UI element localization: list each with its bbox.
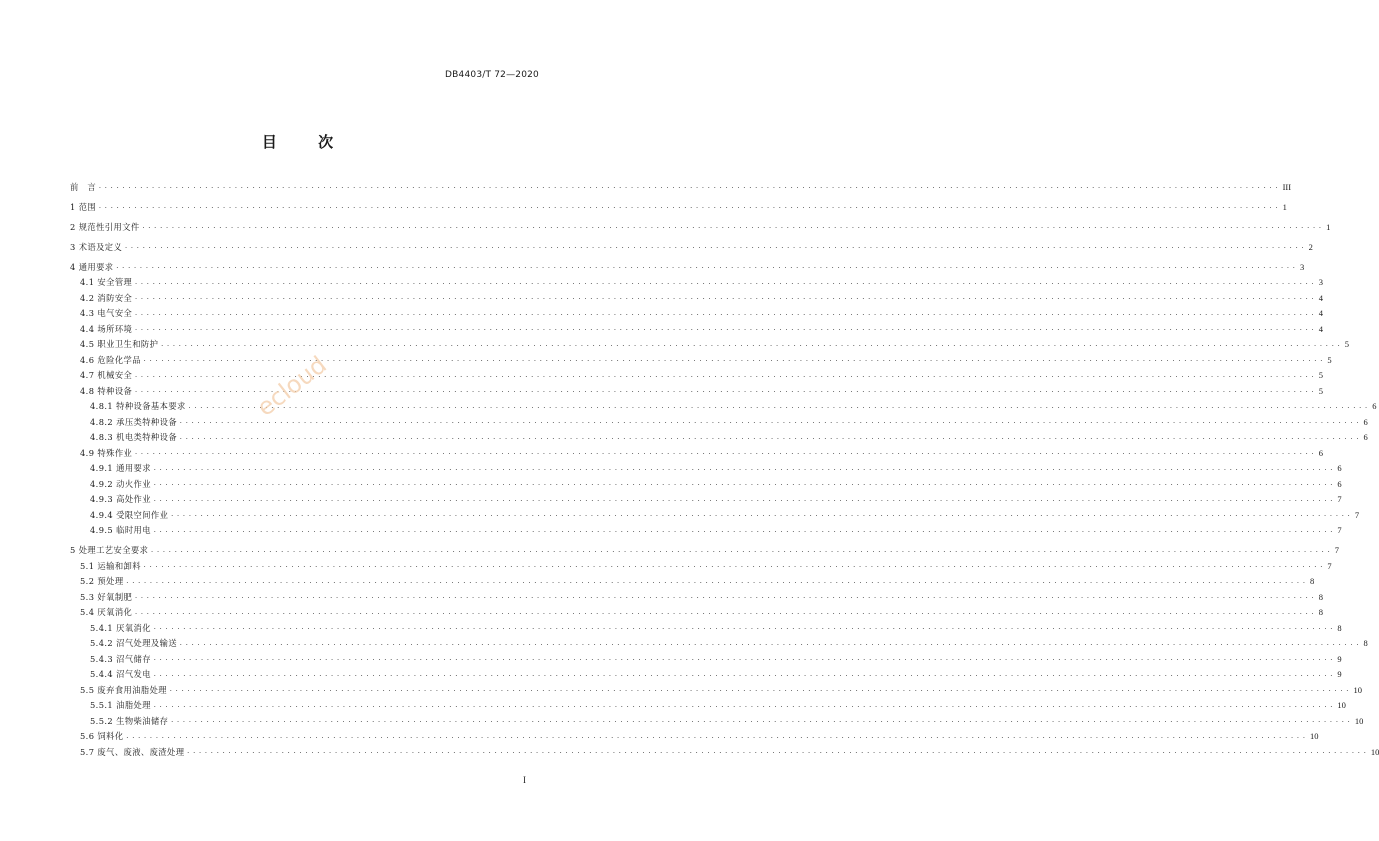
toc-entry-page: 8 bbox=[1318, 591, 1323, 602]
toc-entry[interactable] bbox=[70, 445, 1323, 461]
toc-entry[interactable] bbox=[70, 507, 1360, 523]
toc-entry-label: 5.6 饲料化 bbox=[80, 731, 124, 742]
toc-entry-page: 7 bbox=[1337, 525, 1342, 536]
toc-entry[interactable] bbox=[70, 414, 1368, 430]
toc-entry[interactable] bbox=[70, 259, 1305, 275]
toc-dot-leader: ........................................................................................................................................................................................................ bbox=[134, 325, 1317, 333]
toc-dot-leader: ........................................................................................................................................................................................................ bbox=[179, 418, 1362, 426]
toc-dot-leader: ........................................................................................................................................................................................................ bbox=[152, 670, 1336, 678]
toc-dot-leader: ........................................................................................................................................................................................................ bbox=[134, 309, 1317, 317]
toc-entry-label: 4.9.4 受限空间作业 bbox=[90, 509, 169, 520]
toc-entry[interactable] bbox=[70, 239, 1313, 255]
toc-dot-leader: ........................................................................................................................................................................................................ bbox=[152, 624, 1336, 632]
toc-entry-label: 4.6 危险化学品 bbox=[80, 354, 141, 365]
toc-entry[interactable] bbox=[70, 589, 1323, 605]
toc-dot-leader: ........................................................................................................................................................................................................ bbox=[124, 243, 1307, 251]
toc-entry-page: 10 bbox=[1354, 715, 1364, 726]
toc-entry-page: 5 bbox=[1327, 354, 1332, 365]
toc-entry[interactable] bbox=[70, 476, 1342, 492]
toc-dot-leader: ........................................................................................................................................................................................................ bbox=[160, 340, 1343, 348]
toc-dot-leader: ........................................................................................................................................................................................................ bbox=[134, 608, 1317, 616]
toc-entry-page: 10 bbox=[1353, 684, 1362, 695]
toc-entry-label: 4.1 安全管理 bbox=[80, 277, 133, 288]
toc-entry-label: 1 范围 bbox=[70, 201, 97, 212]
toc-entry-page: 4 bbox=[1318, 308, 1323, 319]
toc-dot-leader: ........................................................................................................................................................................................................ bbox=[125, 732, 1308, 740]
toc-entry-page: 3 bbox=[1318, 277, 1323, 288]
toc-entry-label: 4.9 特殊作业 bbox=[80, 447, 133, 458]
toc-entry-label: 5.1 运输和卸料 bbox=[80, 560, 141, 571]
toc-entry-page: 5 bbox=[1344, 339, 1350, 350]
table-of-contents bbox=[70, 179, 1379, 760]
toc-entry-page: 6 bbox=[1363, 416, 1368, 427]
toc-entry[interactable] bbox=[70, 667, 1342, 683]
toc-entry[interactable] bbox=[70, 682, 1362, 698]
toc-entry-label: 2 规范性引用文件 bbox=[70, 221, 140, 232]
toc-dot-leader: ........................................................................................................................................................................................................ bbox=[152, 655, 1336, 663]
toc-entry[interactable] bbox=[70, 461, 1342, 477]
toc-entry[interactable] bbox=[70, 636, 1368, 652]
toc-dot-leader: ........................................................................................................................................................................................................ bbox=[152, 480, 1336, 488]
toc-entry[interactable] bbox=[70, 306, 1323, 322]
toc-entry[interactable] bbox=[70, 275, 1323, 291]
toc-dot-leader: ........................................................................................................................................................................................................ bbox=[152, 464, 1336, 472]
toc-dot-leader: ........................................................................................................................................................................................................ bbox=[179, 639, 1362, 647]
toc-dot-leader: ........................................................................................................................................................................................................ bbox=[187, 402, 1371, 410]
toc-dot-leader: ........................................................................................................................................................................................................ bbox=[134, 294, 1317, 302]
toc-entry-page: 9 bbox=[1337, 669, 1342, 680]
toc-entry-page: 5 bbox=[1318, 385, 1323, 396]
toc-entry-page: 8 bbox=[1363, 638, 1368, 649]
toc-entry[interactable] bbox=[70, 321, 1323, 337]
toc-entry-label: 4.5 职业卫生和防护 bbox=[80, 339, 159, 350]
toc-entry-label: 5.7 废气、废液、废渣处理 bbox=[80, 746, 185, 757]
toc-entry-label: 4.3 电气安全 bbox=[80, 308, 133, 319]
toc-entry-label: 4.7 机械安全 bbox=[80, 370, 133, 381]
toc-dot-leader: ........................................................................................................................................................................................................ bbox=[152, 526, 1336, 534]
toc-entry-label: 5.3 好氧制肥 bbox=[80, 591, 133, 602]
svg-text:ecloud: ecloud bbox=[251, 350, 332, 422]
toc-entry-page: 7 bbox=[1327, 560, 1332, 571]
toc-dot-leader: ........................................................................................................................................................................................................ bbox=[179, 433, 1362, 441]
toc-entry[interactable] bbox=[70, 651, 1342, 667]
toc-dot-leader: ........................................................................................................................................................................................................ bbox=[115, 263, 1298, 271]
toc-entry-page: III bbox=[1282, 181, 1292, 192]
toc-dot-leader: ........................................................................................................................................................................................................ bbox=[152, 701, 1336, 709]
toc-entry-label: 5.5 废弃食用油脂处理 bbox=[80, 684, 168, 695]
toc-entry[interactable] bbox=[70, 523, 1342, 539]
toc-entry-label: 5.4.1 厌氧消化 bbox=[90, 622, 151, 633]
toc-entry[interactable] bbox=[70, 543, 1340, 559]
toc-entry-label: 4 通用要求 bbox=[70, 261, 114, 272]
toc-entry-page: 5 bbox=[1318, 370, 1323, 381]
toc-entry-label: 5.5.2 生物柴油储存 bbox=[90, 715, 169, 726]
toc-entry-page: 6 bbox=[1372, 401, 1377, 412]
toc-entry-label: 4.9.2 动火作业 bbox=[90, 478, 151, 489]
toc-entry-page: 3 bbox=[1299, 261, 1305, 272]
toc-dot-leader: ........................................................................................................................................................................................................ bbox=[152, 495, 1336, 503]
toc-entry-label: 4.8.2 承压类特种设备 bbox=[90, 416, 178, 427]
toc-entry[interactable] bbox=[70, 605, 1323, 621]
document-code: DB4403/T 72—2020 bbox=[445, 70, 539, 80]
toc-entry-page: 8 bbox=[1337, 622, 1342, 633]
toc-dot-leader: ........................................................................................................................................................................................................ bbox=[142, 562, 1326, 570]
toc-dot-leader: ........................................................................................................................................................................................................ bbox=[125, 577, 1308, 585]
toc-dot-leader: ........................................................................................................................................................................................................ bbox=[134, 593, 1317, 601]
toc-entry-page: 7 bbox=[1337, 494, 1342, 505]
toc-entry[interactable] bbox=[70, 199, 1287, 215]
toc-entry[interactable] bbox=[70, 698, 1346, 714]
toc-entry-label: 5.4.2 沼气处理及输送 bbox=[90, 638, 178, 649]
toc-dot-leader: ........................................................................................................................................................................................................ bbox=[186, 748, 1369, 756]
toc-entry-label: 4.9.1 通用要求 bbox=[90, 463, 151, 474]
toc-entry-page: 7 bbox=[1354, 509, 1360, 520]
toc-entry-page: 4 bbox=[1318, 292, 1323, 303]
toc-entry[interactable] bbox=[70, 430, 1368, 446]
toc-entry-page: 7 bbox=[1334, 545, 1340, 556]
toc-entry-label: 4.4 场所环境 bbox=[80, 323, 133, 334]
toc-entry-page: 1 bbox=[1326, 221, 1331, 232]
toc-entry-label: 4.9.5 临时用电 bbox=[90, 525, 151, 536]
toc-dot-leader: ........................................................................................................................................................................................................ bbox=[170, 511, 1353, 519]
toc-entry[interactable] bbox=[70, 290, 1323, 306]
toc-entry[interactable] bbox=[70, 179, 1292, 195]
toc-entry-label: 4.8 特种设备 bbox=[80, 385, 133, 396]
toc-dot-leader: ........................................................................................................................................................................................................ bbox=[98, 183, 1281, 191]
toc-entry[interactable] bbox=[70, 574, 1315, 590]
toc-entry[interactable] bbox=[70, 558, 1332, 574]
toc-dot-leader: ........................................................................................................................................................................................................ bbox=[150, 546, 1333, 554]
toc-entry-page: 6 bbox=[1337, 463, 1342, 474]
toc-entry-label: 4.9.3 高处作业 bbox=[90, 494, 151, 505]
toc-dot-leader: ........................................................................................................................................................................................................ bbox=[170, 717, 1353, 725]
toc-entry-label: 5.4 厌氧消化 bbox=[80, 607, 133, 618]
toc-entry-page: 1 bbox=[1282, 201, 1287, 212]
toc-dot-leader: ........................................................................................................................................................................................................ bbox=[98, 203, 1281, 211]
toc-dot-leader: ........................................................................................................................................................................................................ bbox=[134, 371, 1317, 379]
toc-entry-label: 5 处理工艺安全要求 bbox=[70, 545, 149, 556]
toc-entry-page: 6 bbox=[1337, 478, 1342, 489]
toc-entry[interactable] bbox=[70, 492, 1342, 508]
toc-dot-leader: ........................................................................................................................................................................................................ bbox=[134, 449, 1317, 457]
toc-entry[interactable] bbox=[70, 399, 1377, 415]
toc-entry[interactable] bbox=[70, 620, 1342, 636]
toc-entry-label: 前 言 bbox=[70, 181, 97, 192]
toc-entry[interactable] bbox=[70, 744, 1379, 760]
toc-entry-page: 8 bbox=[1318, 607, 1323, 618]
toc-entry-page: 9 bbox=[1337, 653, 1342, 664]
toc-entry-label: 4.8.3 机电类特种设备 bbox=[90, 432, 178, 443]
toc-dot-leader: ........................................................................................................................................................................................................ bbox=[142, 356, 1326, 364]
toc-entry-page: 10 bbox=[1310, 731, 1319, 742]
toc-entry-page: 2 bbox=[1308, 241, 1313, 252]
toc-entry[interactable] bbox=[70, 729, 1319, 745]
toc-entry-label: 4.2 消防安全 bbox=[80, 292, 133, 303]
toc-entry-label: 4.8.1 特种设备基本要求 bbox=[90, 401, 186, 412]
toc-dot-leader: ........................................................................................................................................................................................................ bbox=[141, 223, 1325, 231]
toc-entry-label: 5.2 预处理 bbox=[80, 576, 124, 587]
toc-entry-page: 4 bbox=[1318, 323, 1323, 334]
toc-entry-label: 5.4.4 沼气发电 bbox=[90, 669, 151, 680]
toc-entry-label: 5.5.1 油脂处理 bbox=[90, 700, 151, 711]
toc-entry-label: 3 术语及定义 bbox=[70, 241, 123, 252]
toc-entry[interactable] bbox=[70, 219, 1331, 235]
toc-entry-label: 5.4.3 沼气储存 bbox=[90, 653, 151, 664]
page-title: 目 次 bbox=[261, 133, 352, 151]
toc-entry-page: 6 bbox=[1318, 447, 1323, 458]
toc-dot-leader: ........................................................................................................................................................................................................ bbox=[134, 278, 1317, 286]
toc-entry[interactable] bbox=[70, 713, 1364, 729]
toc-dot-leader: ........................................................................................................................................................................................................ bbox=[134, 387, 1317, 395]
toc-entry-page: 8 bbox=[1310, 576, 1315, 587]
toc-entry-page: 10 bbox=[1370, 746, 1379, 757]
toc-dot-leader: ........................................................................................................................................................................................................ bbox=[169, 686, 1352, 694]
toc-entry-page: 10 bbox=[1337, 700, 1346, 711]
page-number: I bbox=[523, 775, 526, 785]
toc-entry-page: 6 bbox=[1363, 432, 1368, 443]
